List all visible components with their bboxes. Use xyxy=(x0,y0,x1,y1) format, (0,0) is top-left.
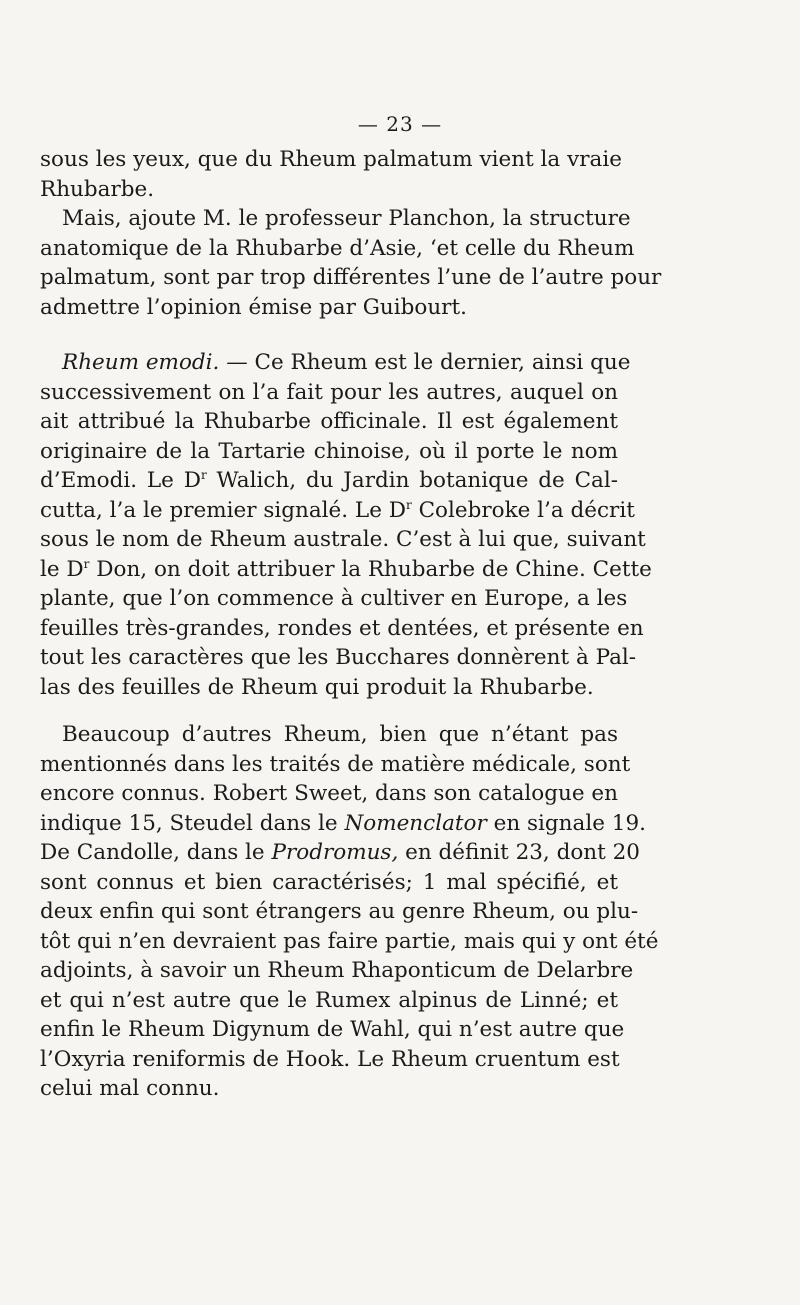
text-line: celui mal connu. xyxy=(40,1076,220,1101)
text-line: cutta, l’a le premier signalé. Le $D^r$ Colebroke l’a décrit xyxy=(40,497,635,523)
text-line: las des feuilles de Rheum qui produit la Rhubarbe. xyxy=(40,674,594,700)
text-line: Mais, ajoute M. le professeur Planchon, la structure xyxy=(62,206,631,231)
text-line: sont connus et bien caractérisés; 1 mal spécifié, et xyxy=(40,869,618,895)
text-line: feuilles très-grandes, rondes et dentées, et présente en xyxy=(40,615,644,641)
text-line: encore connus. Robert Sweet, dans son catalogue en xyxy=(40,781,618,806)
text-line: Rhubarbe. xyxy=(40,176,155,202)
text-line: sous le nom de Rheum australe. C’est à lui que, suivant xyxy=(40,527,646,552)
text-line: tout les caractères que les Bucchares donnèrent à Pal- xyxy=(40,645,637,670)
text-line: originaire de la Tartarie chinoise, où il porte le nom xyxy=(40,438,618,464)
text-line: sous les yeux, que du Rheum palmatum vient la vraie xyxy=(40,147,622,172)
text-line: palmatum, sont par trop différentes l’une de l’autre pour xyxy=(40,265,662,290)
text-line: De Candolle, dans le Prodromus, en définit 23, dont 20 xyxy=(40,840,640,865)
text-line: successivement on l’a fait pour les autres, auquel on xyxy=(40,379,618,405)
text-line: Rheum emodi. — Ce Rheum est le dernier, ainsi que xyxy=(62,350,631,375)
section-heading: Rheum emodi. xyxy=(62,350,220,375)
paragraph-1 xyxy=(40,145,622,204)
text-line: indique 15, Steudel dans le Nomenclator en signale 19. xyxy=(40,810,646,836)
text-line: admettre l’opinion émise par Guibourt. xyxy=(40,294,467,320)
page-number: — 23 — xyxy=(357,112,443,136)
text-line: d’Emodi. Le $D^r$ Walich, du Jardin botanique de Cal- xyxy=(40,467,618,493)
text-line: Beaucoup d’autres Rheum, bien que n’étant pas xyxy=(62,722,618,747)
paragraph-2 xyxy=(40,204,662,322)
text-line: ait attribué la Rhubarbe officinale. Il est également xyxy=(40,409,618,434)
paragraph-3 xyxy=(40,348,652,702)
paragraph-4 xyxy=(40,720,659,1104)
text-line: plante, que l’on commence à cultiver en Europe, a les xyxy=(40,586,628,611)
text-line: deux enfin qui sont étrangers au genre Rheum, ou plu- xyxy=(40,899,639,924)
text-line: mentionnés dans les traités de matière médicale, sont xyxy=(40,751,631,777)
text-line: l’Oxyria reniformis de Hook. Le Rheum cruentum est xyxy=(40,1046,620,1072)
text-line: anatomique de la Rhubarbe d’Asie, ‘et celle du Rheum xyxy=(40,235,635,261)
text-line: enfin le Rheum Digynum de Wahl, qui n’est autre que xyxy=(40,1017,625,1042)
text-line: et qui n’est autre que le Rumex alpinus de Linné; et xyxy=(40,987,618,1013)
text-line: tôt qui n’en devraient pas faire partie, mais qui y ont été xyxy=(40,928,659,954)
text-line: le $D^r$ Don, on doit attribuer la Rhubarbe de Chine. Cette xyxy=(40,556,652,582)
text-line: adjoints, à savoir un Rheum Rhaponticum de Delarbre xyxy=(40,958,634,983)
